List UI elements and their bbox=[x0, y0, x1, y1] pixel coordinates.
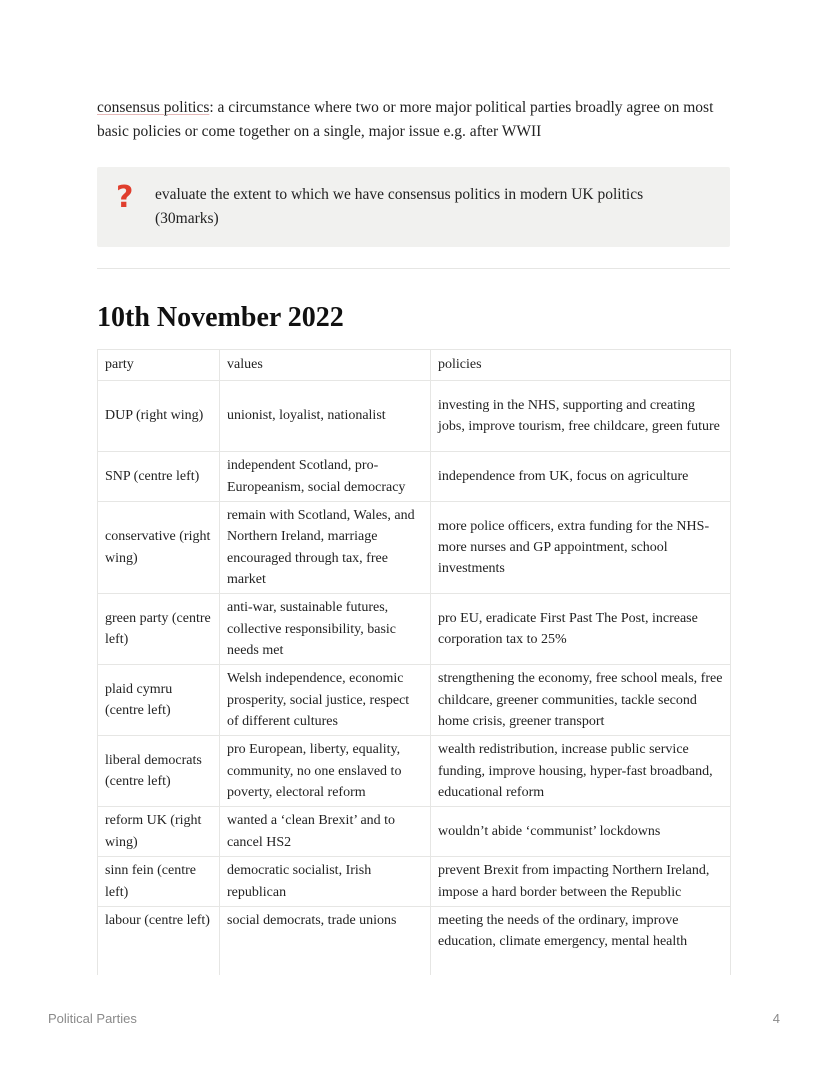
table-row bbox=[98, 665, 731, 736]
column-header-party: party bbox=[98, 350, 220, 381]
table-row bbox=[98, 381, 731, 452]
table-row bbox=[98, 452, 731, 502]
policies-cell: pro EU, eradicate First Past The Post, increase corporation tax to 25% bbox=[431, 594, 731, 665]
party-cell: DUP (right wing) bbox=[98, 381, 220, 452]
values-cell: Welsh independence, economic prosperity, social justice, respect of different cultures bbox=[220, 665, 431, 736]
policies-cell: meeting the needs of the ordinary, improve education, climate emergency, mental health bbox=[431, 907, 731, 975]
values-cell: wanted a ‘clean Brexit’ and to cancel HS2 bbox=[220, 807, 431, 857]
party-cell: green party (centre left) bbox=[98, 594, 220, 665]
values-cell: democratic socialist, Irish republican bbox=[220, 857, 431, 907]
values-cell: pro European, liberty, equality, community, no one enslaved to poverty, electoral reform bbox=[220, 736, 431, 807]
definition-text: : a circumstance where two or more major political parties broadly agree on most basic policies or come together on a single, major issue e.g. after WWII bbox=[97, 99, 714, 140]
policies-cell: investing in the NHS, supporting and creating jobs, improve tourism, free childcare, green future bbox=[431, 381, 731, 452]
column-header-policies: policies bbox=[431, 350, 731, 381]
table-header-row bbox=[98, 350, 731, 381]
party-cell: SNP (centre left) bbox=[98, 452, 220, 502]
column-header-values: values bbox=[220, 350, 431, 381]
table-row bbox=[98, 857, 731, 907]
policies-cell: independence from UK, focus on agriculture bbox=[431, 452, 731, 502]
policies-cell: more police officers, extra funding for the NHS- more nurses and GP appointment, school investments bbox=[431, 502, 731, 594]
definition-term: consensus politics bbox=[97, 99, 210, 116]
values-cell: unionist, loyalist, nationalist bbox=[220, 381, 431, 452]
definition-paragraph bbox=[97, 96, 737, 144]
callout-text: evaluate the extent to which we have consensus politics in modern UK politics (30marks) bbox=[155, 186, 644, 227]
party-cell: conservative (right wing) bbox=[98, 502, 220, 594]
table-row bbox=[98, 907, 731, 975]
values-cell: anti-war, sustainable futures, collective responsibility, basic needs met bbox=[220, 594, 431, 665]
policies-cell: prevent Brexit from impacting Northern Ireland, impose a hard border between the Republic bbox=[431, 857, 731, 907]
question-callout bbox=[97, 167, 730, 247]
values-cell: independent Scotland, pro-Europeanism, social democracy bbox=[220, 452, 431, 502]
table-row bbox=[98, 594, 731, 665]
party-cell: reform UK (right wing) bbox=[98, 807, 220, 857]
policies-cell: wouldn’t abide ‘communist’ lockdowns bbox=[431, 807, 731, 857]
values-cell: remain with Scotland, Wales, and Northern Ireland, marriage encouraged through tax, free market bbox=[220, 502, 431, 594]
policies-cell: wealth redistribution, increase public service funding, improve housing, hyper-fast broadband, educational reform bbox=[431, 736, 731, 807]
party-cell: labour (centre left) bbox=[98, 907, 220, 975]
table-row bbox=[98, 736, 731, 807]
party-cell: sinn fein (centre left) bbox=[98, 857, 220, 907]
parties-table bbox=[97, 349, 731, 975]
footer-page-number: 4 bbox=[772, 1011, 780, 1026]
footer-document-title: Political Parties bbox=[48, 1011, 137, 1026]
values-cell: social democrats, trade unions bbox=[220, 907, 431, 975]
question-mark-icon: ? bbox=[116, 180, 134, 215]
party-cell: liberal democrats (centre left) bbox=[98, 736, 220, 807]
divider bbox=[97, 268, 730, 269]
table-row bbox=[98, 502, 731, 594]
policies-cell: strengthening the economy, free school meals, free childcare, greener communities, tackle second home crisis, greener transport bbox=[431, 665, 731, 736]
party-cell: plaid cymru (centre left) bbox=[98, 665, 220, 736]
section-heading: 10th November 2022 bbox=[97, 302, 344, 333]
table-row bbox=[98, 807, 731, 857]
